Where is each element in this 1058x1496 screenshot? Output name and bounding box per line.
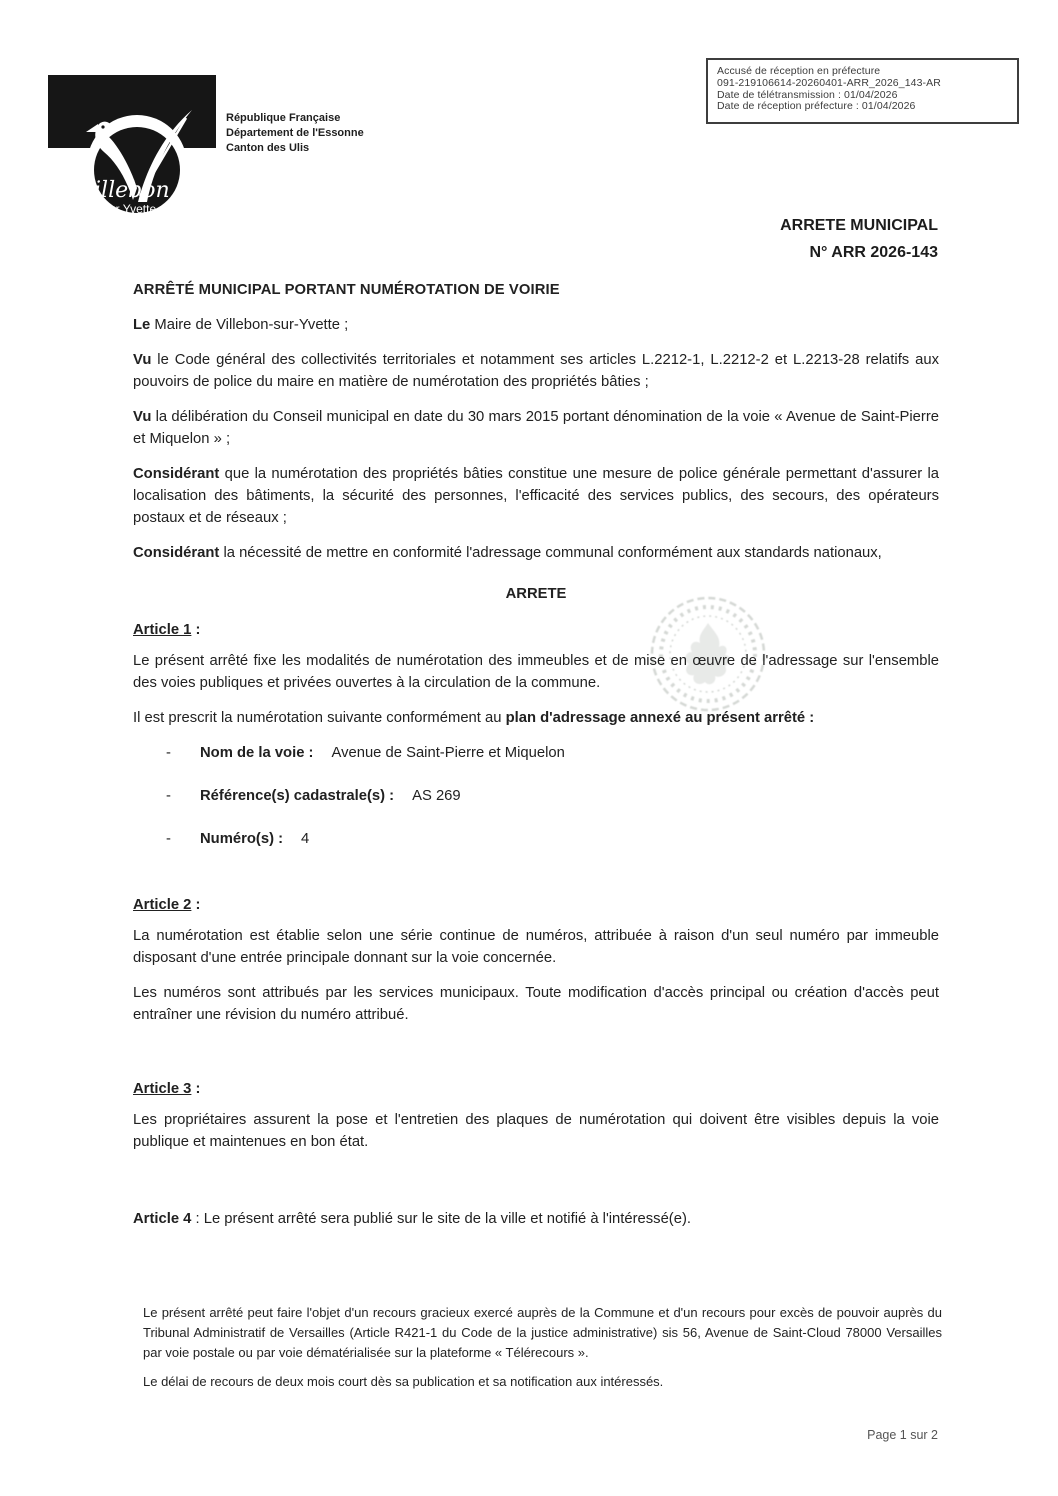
prefecture-receipt-stamp: [706, 58, 1019, 124]
bullet-label: Référence(s) cadastrale(s) :: [200, 788, 395, 804]
article-1-paragraph-1: Le présent arrêté fixe les modalités de numérotation des immeubles et de mise en œuvre de l'adressage sur l'ensemble des voies publiques et privées ouvertes à la circulation de la commune.: [133, 653, 939, 691]
preamble-lead: Considérant: [133, 545, 220, 561]
legal-notice-paragraph-2: Le délai de recours de deux mois court dès sa publication et sa notification aux intéressés.: [143, 1374, 664, 1389]
legal-recourse-notice: [143, 1303, 942, 1401]
bullet-dash: -: [166, 831, 171, 847]
bullet-value: Avenue de Saint-Pierre et Miquelon: [331, 745, 565, 761]
region-line-republique: République Française: [226, 112, 341, 124]
preamble-lead: Vu: [133, 409, 152, 425]
article-2-paragraph-2: Les numéros sont attribués par les services municipaux. Toute modification d'accès principal ou création d'accès peut entraîner une révision du numéro attribué.: [133, 985, 939, 1023]
bullet-value: 4: [301, 831, 310, 847]
article-1-title: Article 1: [133, 622, 192, 638]
article-1-intro-bold: plan d'adressage annexé au présent arrêté :: [505, 710, 815, 726]
preamble-text: que la numérotation des propriétés bâties constitue une mesure de police générale permettant d'assurer la localisation des bâtiments, la sécurité des personnes, l'efficacité des services publics, des secours, des opérateurs postaux et de réseaux ;: [133, 466, 939, 526]
villebon-logo-graphic: [40, 74, 240, 224]
article-4-title: Article 4: [133, 1211, 192, 1227]
receipt-line-2: 091-219106614-20260401-ARR_2026_143-AR: [717, 76, 941, 89]
page-number: Page 1 sur 2: [867, 1428, 938, 1442]
receipt-line-4: Date de réception préfecture : 01/04/2026: [717, 100, 916, 113]
preamble-text: Maire de Villebon-sur-Yvette ;: [150, 317, 349, 333]
article-3-paragraph-1: Les propriétaires assurent la pose et l'entretien des plaques de numérotation qui doivent être visibles depuis la voie publique et maintenues en bon état.: [133, 1112, 939, 1150]
article-1-colon: :: [191, 622, 201, 638]
document-body: [133, 279, 939, 1243]
preamble-lead: Vu: [133, 352, 152, 368]
logo-text-main: illebon: [94, 178, 170, 203]
article-2-colon: :: [191, 897, 201, 913]
preamble-considerant-1: [133, 463, 939, 529]
bullet-cadastral-reference: [133, 785, 939, 807]
preamble-lead: Considérant: [133, 466, 220, 482]
region-line-departement: Département de l'Essonne: [226, 127, 364, 139]
bullet-label: Numéro(s) :: [200, 831, 284, 847]
doc-ref-type: ARRETE MUNICIPAL: [780, 217, 938, 234]
article-2-paragraph-1: La numérotation est établie selon une série continue de numéros, attribuée à raison d'un seul numéro par immeuble disposant d'une entrée principale donnant sur la voie concernée.: [133, 928, 939, 966]
bullet-number: [133, 828, 939, 850]
document-reference: [560, 212, 938, 266]
arrete-section-heading: ARRETE: [505, 586, 567, 602]
preamble-le-maire: [133, 314, 939, 336]
letterhead-region-lines: [226, 111, 364, 156]
preamble-text: la délibération du Conseil municipal en date du 30 mars 2015 portant dénomination de la voie « Avenue de Saint-Pierre et Miquelon » ;: [133, 409, 939, 447]
bullet-dash: -: [166, 788, 171, 804]
article-1-intro-normal: Il est prescrit la numérotation suivante conformément au: [133, 710, 506, 726]
article-1-paragraph-2: [133, 707, 939, 729]
preamble-text: la nécessité de mettre en conformité l'adressage communal conformément aux standards nationaux,: [219, 545, 882, 561]
preamble-vu-2: [133, 406, 939, 450]
bullet-street-name: [133, 742, 939, 764]
receipt-line-1: Accusé de réception en préfecture: [717, 65, 881, 77]
preamble-lead: Le: [133, 317, 151, 333]
document-title: ARRÊTÉ MUNICIPAL PORTANT NUMÉROTATION DE VOIRIE: [133, 282, 560, 298]
bullet-dash: -: [166, 745, 171, 761]
receipt-line-3: Date de télétransmission : 01/04/2026: [717, 88, 898, 101]
preamble-vu-1: [133, 349, 939, 393]
article-3-heading: [133, 1078, 939, 1100]
article-4-paragraph: [133, 1208, 939, 1230]
bullet-label: Nom de la voie :: [200, 745, 314, 761]
article-2-heading: [133, 894, 939, 916]
article-1-heading: [133, 619, 939, 641]
doc-ref-number: N° ARR 2026-143: [809, 244, 938, 261]
legal-notice-paragraph-1: Le présent arrêté peut faire l'objet d'un recours gracieux exercé auprès de la Commune et d'un recours pour excès de pouvoir auprès du Tribunal Administratif de Versailles (Article R421-1 du Code de la justice administrative) sis 56, Avenue de Saint-Cloud 78000 Versailles par voie postale ou par voie dématérialisée sur la plateforme « Télérecours ».: [143, 1305, 942, 1360]
bullet-value: AS 269: [412, 788, 461, 804]
villebon-city-logo: [40, 74, 240, 224]
region-line-canton: Canton des Ulis: [226, 142, 310, 154]
article-3-title: Article 3: [133, 1081, 192, 1097]
article-3-colon: :: [191, 1081, 201, 1097]
logo-text-sub: sur Yvette: [103, 202, 157, 216]
preamble-text: le Code général des collectivités territoriales et notamment ses articles L.2212-1, L.2212-2 et L.2213-28 relatifs aux pouvoirs de police du maire en matière de numérotation des propriétés bâties ;: [133, 352, 939, 390]
article-4-text: : Le présent arrêté sera publié sur le site de la ville et notifié à l'intéressé(e).: [191, 1211, 692, 1227]
preamble-considerant-2: [133, 542, 939, 564]
article-2-title: Article 2: [133, 897, 192, 913]
